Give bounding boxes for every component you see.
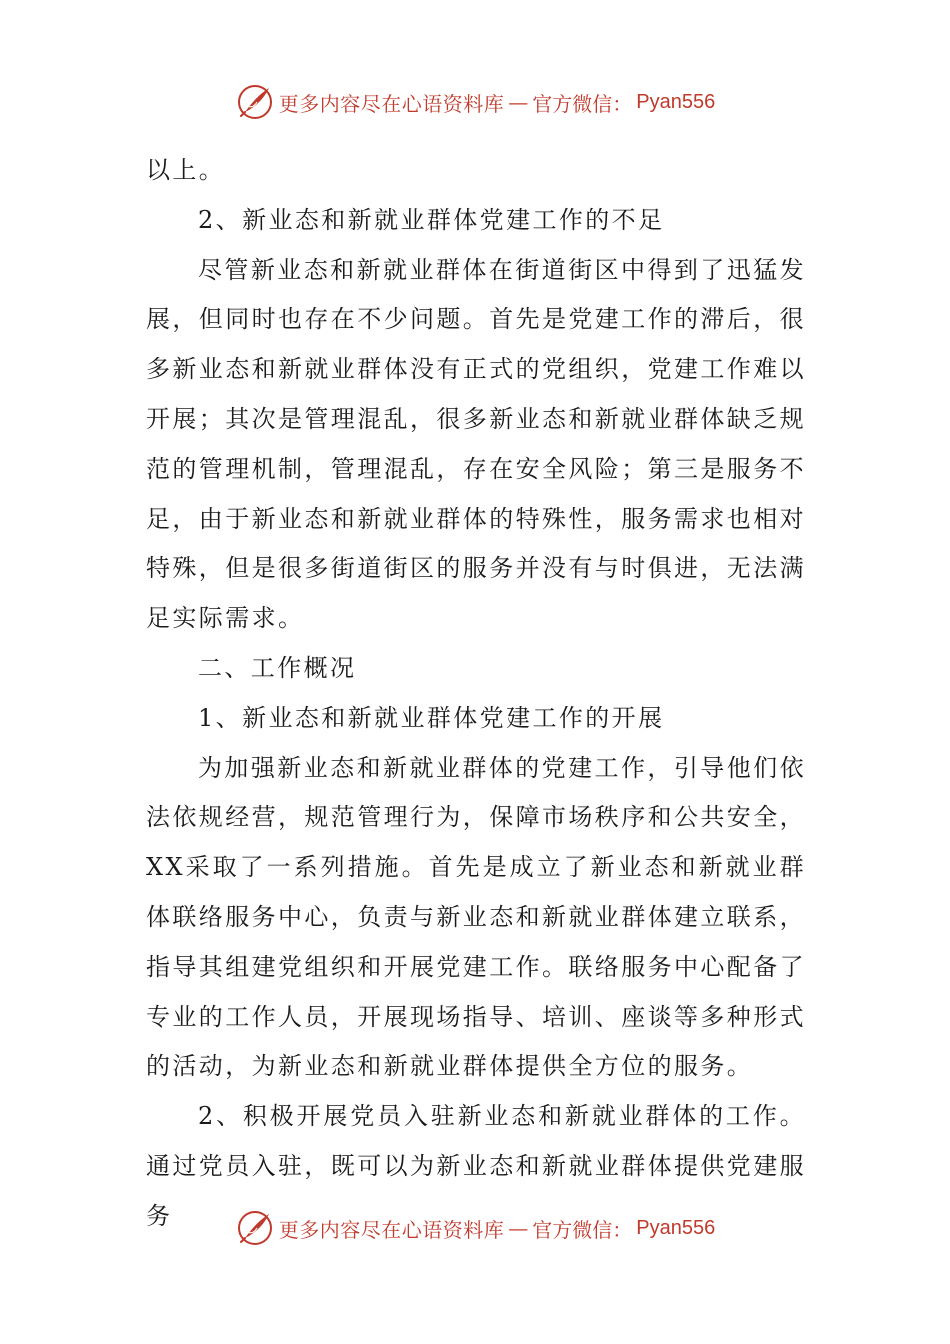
banner-dash: — (508, 90, 529, 114)
banner-site-text: 更多内容尽在心语资料库 (278, 91, 505, 116)
quill-pen-logo-icon (235, 82, 275, 122)
banner-wechat-id: Pyan556 (636, 90, 716, 113)
footer-banner (0, 1206, 950, 1250)
banner-wechat-label: 官方微信： (532, 1217, 633, 1242)
banner-wechat-label: 官方微信： (532, 91, 633, 116)
banner-wechat-id: Pyan556 (636, 1216, 716, 1239)
paragraph-measures: 为加强新业态和新就业群体的党建工作，引导他们依法依规经营，规范管理行为，保障市场秩序和公共安全，XX采取了一系列措施。首先是成立了新业态和新就业群体联络服务中心，负责与新业态和新就业群体建立联系，指导其组建党组织和开展党建工作。联络服务中心配备了专业的工作人员，开展现场指导、培训、座谈等多种形式的活动，为新业态和新就业群体提供全方位的服务。 (146, 753, 806, 1081)
subheading-shortcomings: 2、新业态和新就业群体党建工作的不足 (198, 205, 665, 234)
paragraph-continuation: 以上。 (146, 156, 226, 184)
banner-site-text: 更多内容尽在心语资料库 (278, 1217, 505, 1242)
banner-dash: — (508, 1216, 529, 1240)
header-banner (0, 80, 950, 124)
subheading-work-development: 1、新业态和新就业群体党建工作的开展 (198, 703, 665, 732)
section-heading-work-overview: 二、工作概况 (198, 653, 357, 682)
quill-pen-logo-icon (235, 1208, 275, 1248)
document-body (146, 146, 806, 1242)
paragraph-party-members: 2、积极开展党员入驻新业态和新就业群体的工作。通过党员入驻，既可以为新业态和新就业群体提供党建服务 (146, 1102, 806, 1230)
paragraph-problems: 尽管新业态和新就业群体在街道街区中得到了迅猛发展，但同时也存在不少问题。首先是党建工作的滞后，很多新业态和新就业群体没有正式的党组织，党建工作难以开展；其次是管理混乱，很多新业态和新就业群体缺乏规范的管理机制，管理混乱，存在安全风险；第三是服务不足，由于新业态和新就业群体的特殊性，服务需求也相对特殊，但是很多街道街区的服务并没有与时俱进，无法满足实际需求。 (146, 255, 806, 633)
